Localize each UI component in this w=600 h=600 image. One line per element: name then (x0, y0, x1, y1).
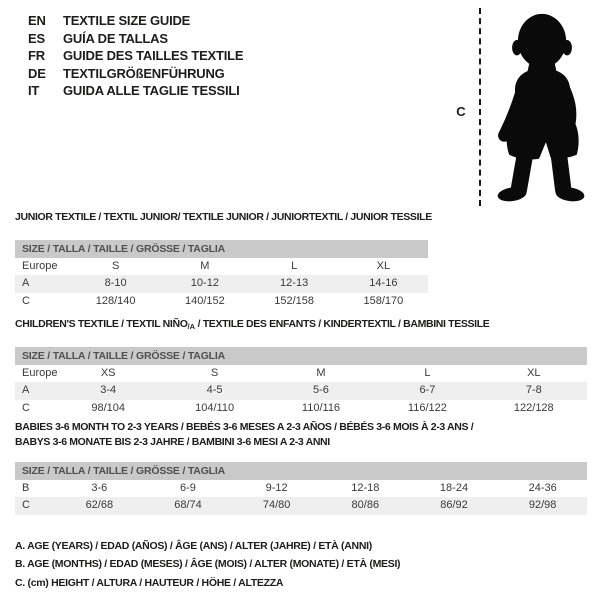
size-cell: S (111, 260, 120, 272)
age-cell: 7-8 (525, 384, 542, 397)
children-title-post: / TEXTILE DES ENFANTS / KINDERTEXTIL / BAMBINI TESSILE (195, 318, 490, 330)
age-cell: 12-18 (351, 482, 380, 494)
language-code: FR (28, 48, 45, 63)
age-cell: 5-6 (313, 384, 329, 397)
guide-title-de: TEXTILGRÖßENFÜHRUNG (63, 65, 225, 81)
height-cell: 74/80 (262, 499, 291, 512)
height-cell: 140/152 (184, 294, 225, 307)
children-title-pre: CHILDREN'S TEXTILE / TEXTIL NIÑO (15, 318, 188, 330)
row-label: Europe (22, 367, 58, 379)
height-cell: 152/158 (274, 294, 314, 307)
height-cell: 86/92 (440, 499, 468, 512)
table-row-height (15, 400, 587, 417)
size-cell: L (424, 367, 431, 379)
row-label: C (22, 401, 30, 414)
table-row-age-months (15, 480, 587, 497)
height-cell: 62/68 (85, 499, 114, 512)
language-row-de (28, 65, 243, 83)
language-row-it (28, 82, 243, 100)
age-cell: 24-36 (528, 482, 557, 494)
language-row-en (28, 12, 243, 30)
height-cell: 128/140 (95, 294, 136, 307)
height-cell: 104/110 (195, 401, 235, 414)
age-cell: 8-10 (104, 277, 127, 290)
children-size-table (15, 347, 587, 417)
language-code: DE (28, 65, 46, 81)
children-title-subscript: /A (187, 322, 196, 331)
size-cell: XL (376, 260, 391, 272)
height-cell: 68/74 (174, 499, 202, 512)
size-cell: S (210, 367, 219, 379)
table-row-height (15, 293, 428, 310)
size-cell: M (316, 367, 326, 379)
height-cell: 122/128 (513, 401, 554, 414)
language-code: ES (28, 30, 45, 46)
size-cell: XS (100, 367, 116, 379)
table-row-age (15, 275, 428, 292)
guide-title-en: TEXTILE SIZE GUIDE (63, 13, 191, 28)
toddler-silhouette-icon (487, 9, 597, 206)
table-row-height (15, 497, 587, 514)
height-measure-dashed-line (479, 8, 481, 206)
age-cell: 6-9 (180, 482, 196, 494)
height-cell: 158/170 (363, 294, 404, 307)
babies-size-table (15, 462, 587, 515)
height-cell: 80/86 (351, 499, 380, 512)
height-cell: 98/104 (91, 401, 126, 414)
junior-section-title: JUNIOR TEXTILE / TEXTIL JUNIOR/ TEXTILE JUNIOR / JUNIORTEXTIL / JUNIOR TESSILE (15, 211, 432, 223)
size-cell: XL (527, 367, 541, 379)
babies-section-title (15, 420, 473, 450)
row-label: C (22, 294, 30, 307)
age-cell: 14-16 (369, 277, 398, 290)
height-cell: 116/122 (407, 401, 447, 414)
height-cell: 92/98 (528, 499, 557, 512)
language-row-fr (28, 47, 243, 65)
language-row-es (28, 30, 243, 48)
measure-legend (15, 537, 400, 592)
size-header-band: SIZE / TALLA / TAILLE / GRÖSSE / TAGLIA (15, 462, 587, 480)
table-row-europe (15, 365, 587, 382)
row-label: C (22, 499, 30, 512)
legend-line-c: C. (cm) HEIGHT / ALTURA / HAUTEUR / HÖHE / ALTEZZA (15, 576, 284, 589)
age-cell: 18-24 (439, 482, 469, 494)
junior-size-table (15, 240, 428, 310)
size-header-band: SIZE / TALLA / TAILLE / GRÖSSE / TAGLIA (15, 347, 587, 365)
age-cell: 9-12 (265, 482, 288, 494)
size-cell: M (200, 260, 210, 272)
legend-line-a: A. AGE (YEARS) / EDAD (AÑOS) / ÂGE (ANS) / ALTER (JAHRE) / ETÀ (ANNI) (15, 540, 372, 552)
children-section-title (15, 318, 489, 331)
babies-title-line1: BABIES 3-6 MONTH TO 2-3 YEARS / BEBÉS 3-6 MESES A 2-3 AÑOS / BÉBÉS 3-6 MOIS À 2-3 ANS / (15, 421, 474, 433)
size-header-band: SIZE / TALLA / TAILLE / GRÖSSE / TAGLIA (15, 240, 428, 258)
row-label: Europe (22, 260, 58, 272)
age-cell: 12-13 (280, 277, 309, 290)
babies-title-line2: BABYS 3-6 MONATE BIS 2-3 JAHRE / BAMBINI 3-6 MESI A 2-3 ANNI (15, 436, 330, 448)
measure-label-c: C (456, 104, 466, 119)
table-row-age (15, 382, 587, 399)
height-cell: 110/116 (301, 401, 341, 414)
row-label: A (22, 277, 30, 290)
guide-title-it: GUIDA ALLE TAGLIE TESSILI (63, 83, 240, 98)
age-cell: 3-4 (100, 384, 117, 397)
age-cell: 4-5 (206, 384, 223, 397)
language-title-list (28, 12, 243, 100)
age-cell: 10-12 (190, 277, 219, 290)
guide-title-fr: GUIDE DES TAILLES TEXTILE (63, 48, 244, 63)
age-cell: 3-6 (91, 482, 108, 494)
guide-title-es: GUÍA DE TALLAS (63, 30, 168, 46)
row-label: A (22, 384, 30, 397)
size-cell: L (291, 260, 298, 272)
language-code: IT (28, 83, 40, 98)
language-code: EN (28, 13, 46, 28)
row-label: B (22, 482, 30, 494)
legend-line-b: B. AGE (MONTHS) / EDAD (MESES) / ÂGE (MOIS) / ALTER (MONATE) / ETÀ (MESI) (15, 558, 401, 571)
table-row-europe (15, 258, 428, 275)
age-cell: 6-7 (419, 384, 436, 397)
